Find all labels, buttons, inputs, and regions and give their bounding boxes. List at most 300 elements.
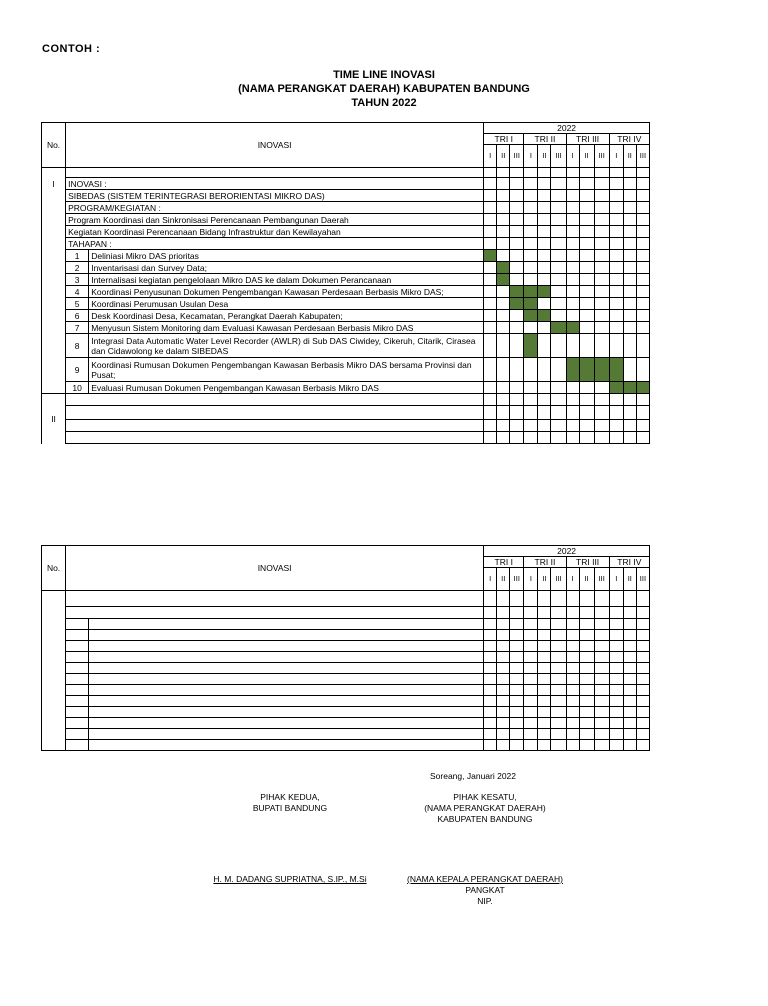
step-8-week-7 <box>566 334 579 358</box>
step-9-week-3 <box>510 358 524 382</box>
blank-8-week-11 <box>623 696 636 707</box>
blank-6-week-5 <box>538 674 551 685</box>
section2-4-week-7 <box>566 432 579 444</box>
header-week-10: I <box>609 145 623 168</box>
blank-3-week-8 <box>579 641 594 652</box>
step-2-week-11 <box>623 262 636 274</box>
section2-1-week-5 <box>538 394 551 406</box>
blank-1-week-5 <box>538 619 551 630</box>
blank-4-week-12 <box>636 652 649 663</box>
program-label-week-5 <box>538 202 551 214</box>
step-row <box>42 382 650 394</box>
blank-sub-text <box>89 718 484 729</box>
blank-sub-no <box>66 674 89 685</box>
contoh-label: CONTOH : <box>42 43 101 55</box>
doc-subtitle: (NAMA PERANGKAT DAERAH) KABUPATEN BANDUNG <box>238 83 530 95</box>
blank-3-week-2 <box>497 641 510 652</box>
header-week-6: III <box>551 568 566 591</box>
program-item-2-week-4 <box>524 226 538 238</box>
blank-sub-text <box>89 619 484 630</box>
blank-3-week-6 <box>551 641 566 652</box>
section2-2-week-11 <box>623 406 636 420</box>
step-5-week-3-active <box>510 298 524 310</box>
program-item-2-week-7 <box>566 226 579 238</box>
blank-6-week-6 <box>551 674 566 685</box>
blank-4-week-5 <box>538 652 551 663</box>
blank-sub-text <box>89 641 484 652</box>
blank-9-week-8 <box>579 707 594 718</box>
blank-2-week-2 <box>497 630 510 641</box>
step-row <box>42 298 650 310</box>
section-2-row <box>66 432 484 444</box>
blank-6-week-10 <box>609 674 623 685</box>
step-2-week-7 <box>566 262 579 274</box>
left-signatory-office: BUPATI BANDUNG <box>252 803 328 813</box>
tahapan-label-week-9 <box>594 238 609 250</box>
section2-1-week-1 <box>484 394 497 406</box>
blank-2-week-11 <box>623 630 636 641</box>
step-1-week-10 <box>609 250 623 262</box>
step-10-week-10-active <box>609 382 623 394</box>
step-3-week-7 <box>566 274 579 286</box>
step-5-week-10 <box>609 298 623 310</box>
header-week-7: I <box>566 568 579 591</box>
program-item-1-week-4 <box>524 214 538 226</box>
blank-2-week-9 <box>594 630 609 641</box>
blank-9-week-10 <box>609 707 623 718</box>
step-6-week-5-active <box>538 310 551 322</box>
right-signatory-region: KABUPATEN BANDUNG <box>437 814 533 824</box>
step-4-week-8 <box>579 286 594 298</box>
step-10-week-6 <box>551 382 566 394</box>
blank-10-week-3 <box>510 718 524 729</box>
header-week-8: II <box>579 145 594 168</box>
blank-5-week-12 <box>636 663 649 674</box>
step-10-week-11-active <box>623 382 636 394</box>
program-label-week-9 <box>594 202 609 214</box>
blank-7-week-7 <box>566 685 579 696</box>
blank-5-week-11 <box>623 663 636 674</box>
section-2-row <box>66 394 484 406</box>
step-8-week-9 <box>594 334 609 358</box>
section2-1-week-12 <box>636 394 649 406</box>
blank-5-week-8 <box>579 663 594 674</box>
blank-4-week-9 <box>594 652 609 663</box>
step-row <box>42 250 650 262</box>
step-2-week-8 <box>579 262 594 274</box>
step-text: Deliniasi Mikro DAS prioritas <box>89 250 484 262</box>
header-inovasi: INOVASI <box>66 123 484 168</box>
step-text: Desk Koordinasi Desa, Kecamatan, Perangkat Daerah Kabupaten; <box>89 310 484 322</box>
inovasi-label-week-6 <box>551 178 566 190</box>
section2-2-week-7 <box>566 406 579 420</box>
section2-3-week-5 <box>538 420 551 432</box>
step-9-week-12 <box>636 358 649 382</box>
blank-7-week-2 <box>497 685 510 696</box>
inovasi-name-week-12 <box>636 190 649 202</box>
blank-2-week-1 <box>484 630 497 641</box>
step-7-week-4 <box>524 322 538 334</box>
step-3-week-1 <box>484 274 497 286</box>
blank-a-week-2 <box>497 591 510 607</box>
blank-12-week-5 <box>538 740 551 751</box>
step-9-week-11 <box>623 358 636 382</box>
blank-6-week-12 <box>636 674 649 685</box>
program-label-week-12 <box>636 202 649 214</box>
blank-b-week-10 <box>609 607 623 619</box>
blank-sub-text <box>89 729 484 740</box>
step-8-week-12 <box>636 334 649 358</box>
step-1-week-8 <box>579 250 594 262</box>
blank-3-week-7 <box>566 641 579 652</box>
blank-sub-text <box>89 707 484 718</box>
step-8-week-1 <box>484 334 497 358</box>
blank-12-week-4 <box>524 740 538 751</box>
right-signatory-office: (NAMA PERANGKAT DAERAH) <box>424 803 546 813</box>
blank-10-week-12 <box>636 718 649 729</box>
program-item-1-week-10 <box>609 214 623 226</box>
step-no: 5 <box>66 298 89 310</box>
header-week-3: III <box>510 145 524 168</box>
blank-7-week-4 <box>524 685 538 696</box>
blank-11-week-10 <box>609 729 623 740</box>
blank-5-week-7 <box>566 663 579 674</box>
left-signatory-block <box>210 792 370 814</box>
program-label-week-2 <box>497 202 510 214</box>
program-item-1-week-5 <box>538 214 551 226</box>
header-week-7: I <box>566 145 579 168</box>
blank-row <box>66 591 484 607</box>
blank-6-week-2 <box>497 674 510 685</box>
spacer-week-8 <box>579 168 594 178</box>
blank-11-week-5 <box>538 729 551 740</box>
step-no: 9 <box>66 358 89 382</box>
blank-b-week-7 <box>566 607 579 619</box>
blank-sub-no <box>66 685 89 696</box>
blank-10-week-8 <box>579 718 594 729</box>
blank-4-week-6 <box>551 652 566 663</box>
section2-1-week-11 <box>623 394 636 406</box>
program-label-week-3 <box>510 202 524 214</box>
place-date: Soreang, Januari 2022 <box>430 771 517 781</box>
blank-8-week-9 <box>594 696 609 707</box>
tahapan-label-week-3 <box>510 238 524 250</box>
step-text: Integrasi Data Automatic Water Level Recorder (AWLR) di Sub DAS Ciwidey, Cikeruh, Citarik, Cirasea dan Cidawolong ke dalam SIBEDAS <box>89 334 484 358</box>
blank-8-week-4 <box>524 696 538 707</box>
blank-sub-text <box>89 696 484 707</box>
step-4-week-6 <box>551 286 566 298</box>
blank-11-week-9 <box>594 729 609 740</box>
inovasi-label-week-3 <box>510 178 524 190</box>
spacer-week-6 <box>551 168 566 178</box>
inovasi-label-week-9 <box>594 178 609 190</box>
inovasi-label-week-2 <box>497 178 510 190</box>
section2-1-week-8 <box>579 394 594 406</box>
section2-3-week-9 <box>594 420 609 432</box>
step-text: Internalisasi kegiatan pengelolaan Mikro DAS ke dalam Dokumen Perancanaan <box>89 274 484 286</box>
step-6-week-2 <box>497 310 510 322</box>
section2-3-week-10 <box>609 420 623 432</box>
program-item-2-week-12 <box>636 226 649 238</box>
section2-2-week-12 <box>636 406 649 420</box>
step-4-week-12 <box>636 286 649 298</box>
step-5-week-11 <box>623 298 636 310</box>
step-no: 3 <box>66 274 89 286</box>
section2-2-week-5 <box>538 406 551 420</box>
step-10-week-8 <box>579 382 594 394</box>
inovasi-name-week-9 <box>594 190 609 202</box>
step-6-week-6 <box>551 310 566 322</box>
inovasi-label-week-10 <box>609 178 623 190</box>
step-3-week-9 <box>594 274 609 286</box>
header-week-3: III <box>510 568 524 591</box>
right-signatory-block <box>405 792 565 825</box>
step-8-week-3 <box>510 334 524 358</box>
blank-2-week-12 <box>636 630 649 641</box>
right-signatory-title: PIHAK KESATU, <box>453 792 517 802</box>
header-tri-1: TRI I <box>484 134 524 145</box>
blank-11-week-7 <box>566 729 579 740</box>
blank-4-week-10 <box>609 652 623 663</box>
blank-11-week-6 <box>551 729 566 740</box>
left-signatory-name: H. M. DADANG SUPRIATNA, S.IP., M.Si <box>213 874 367 884</box>
blank-11-week-3 <box>510 729 524 740</box>
step-2-week-2-active <box>497 262 510 274</box>
tahapan-label-week-6 <box>551 238 566 250</box>
blank-4-week-2 <box>497 652 510 663</box>
header-week-5: II <box>538 568 551 591</box>
section2-2-week-3 <box>510 406 524 420</box>
step-1-week-6 <box>551 250 566 262</box>
blank-b-week-1 <box>484 607 497 619</box>
header-tri-1: TRI I <box>484 557 524 568</box>
step-4-week-7 <box>566 286 579 298</box>
blank-b-week-8 <box>579 607 594 619</box>
step-10-week-5 <box>538 382 551 394</box>
section2-3-week-2 <box>497 420 510 432</box>
tahapan-label-week-11 <box>623 238 636 250</box>
step-text: Koordinasi Penyusunan Dokumen Pengembangan Kawasan Perdesaan Berbasis Mikro DAS; <box>89 286 484 298</box>
section2-3-week-8 <box>579 420 594 432</box>
step-6-week-10 <box>609 310 623 322</box>
spacer-week-2 <box>497 168 510 178</box>
step-8-week-6 <box>551 334 566 358</box>
inovasi-label-week-12 <box>636 178 649 190</box>
blank-b-week-11 <box>623 607 636 619</box>
blank-7-week-8 <box>579 685 594 696</box>
step-text: Menyusun Sistem Monitoring dam Evaluasi Kawasan Perdesaan Berbasis Mikro DAS <box>89 322 484 334</box>
step-no: 7 <box>66 322 89 334</box>
blank-4-week-7 <box>566 652 579 663</box>
blank-sub-no <box>66 729 89 740</box>
program-label-week-7 <box>566 202 579 214</box>
step-text: Koordinasi Perumusan Usulan Desa <box>89 298 484 310</box>
section2-2-week-4 <box>524 406 538 420</box>
blank-11-week-1 <box>484 729 497 740</box>
step-1-week-4 <box>524 250 538 262</box>
section2-3-week-12 <box>636 420 649 432</box>
tahapan-label-week-8 <box>579 238 594 250</box>
program-item-2-week-5 <box>538 226 551 238</box>
step-5-week-2 <box>497 298 510 310</box>
step-5-week-12 <box>636 298 649 310</box>
blank-7-week-5 <box>538 685 551 696</box>
step-8-week-10 <box>609 334 623 358</box>
blank-12-week-8 <box>579 740 594 751</box>
step-3-week-2-active <box>497 274 510 286</box>
blank-5-week-1 <box>484 663 497 674</box>
inovasi-label-week-4 <box>524 178 538 190</box>
step-5-week-9 <box>594 298 609 310</box>
blank-sub-no <box>66 696 89 707</box>
step-2-week-6 <box>551 262 566 274</box>
section2-3-week-4 <box>524 420 538 432</box>
step-8-week-5 <box>538 334 551 358</box>
left-signatory-title: PIHAK KEDUA, <box>260 792 320 802</box>
blank-a-week-12 <box>636 591 649 607</box>
blank-2-week-4 <box>524 630 538 641</box>
step-6-week-7 <box>566 310 579 322</box>
tahapan-label-week-1 <box>484 238 497 250</box>
blank-8-week-10 <box>609 696 623 707</box>
blank-5-week-9 <box>594 663 609 674</box>
section2-1-week-2 <box>497 394 510 406</box>
header-week-8: II <box>579 568 594 591</box>
header-week-9: III <box>594 145 609 168</box>
section2-2-week-6 <box>551 406 566 420</box>
blank-6-week-3 <box>510 674 524 685</box>
blank-11-week-12 <box>636 729 649 740</box>
blank-row <box>66 607 484 619</box>
blank-1-week-3 <box>510 619 524 630</box>
blank-sub-no <box>66 663 89 674</box>
blank-sub-text <box>89 740 484 751</box>
section2-4-week-10 <box>609 432 623 444</box>
inovasi-name: SIBEDAS (SISTEM TERINTEGRASI BERORIENTASI MIKRO DAS) <box>66 190 484 202</box>
step-3-week-10 <box>609 274 623 286</box>
section2-4-week-8 <box>579 432 594 444</box>
step-1-week-12 <box>636 250 649 262</box>
section2-3-week-1 <box>484 420 497 432</box>
blank-b-week-5 <box>538 607 551 619</box>
step-5-week-8 <box>579 298 594 310</box>
section2-3-week-7 <box>566 420 579 432</box>
step-4-week-3-active <box>510 286 524 298</box>
header-tri-4: TRI IV <box>609 557 649 568</box>
section2-2-week-1 <box>484 406 497 420</box>
section-no-1: I <box>42 178 66 394</box>
section2-4-week-11 <box>623 432 636 444</box>
inovasi-name-week-5 <box>538 190 551 202</box>
header-tri-3: TRI III <box>566 557 609 568</box>
step-6-week-3 <box>510 310 524 322</box>
section2-1-week-3 <box>510 394 524 406</box>
blank-1-week-1 <box>484 619 497 630</box>
blank-sub-no <box>66 630 89 641</box>
spacer-week-5 <box>538 168 551 178</box>
blank-2-week-3 <box>510 630 524 641</box>
step-2-week-3 <box>510 262 524 274</box>
blank-12-week-2 <box>497 740 510 751</box>
blank-8-week-8 <box>579 696 594 707</box>
header-year: 2022 <box>484 123 650 134</box>
blank-7-week-12 <box>636 685 649 696</box>
blank-b-week-9 <box>594 607 609 619</box>
step-8-week-4-active <box>524 334 538 358</box>
step-4-week-11 <box>623 286 636 298</box>
step-10-week-12-active <box>636 382 649 394</box>
section2-1-week-4 <box>524 394 538 406</box>
blank-2-week-10 <box>609 630 623 641</box>
step-4-week-1 <box>484 286 497 298</box>
blank-5-week-3 <box>510 663 524 674</box>
blank-8-week-6 <box>551 696 566 707</box>
blank-sub-no <box>66 707 89 718</box>
blank-1-week-10 <box>609 619 623 630</box>
blank-9-week-12 <box>636 707 649 718</box>
header-week-6: III <box>551 145 566 168</box>
blank-3-week-1 <box>484 641 497 652</box>
section2-1-week-6 <box>551 394 566 406</box>
timeline-table-1 <box>41 122 650 444</box>
blank-7-week-6 <box>551 685 566 696</box>
section2-4-week-4 <box>524 432 538 444</box>
blank-3-week-12 <box>636 641 649 652</box>
blank-5-week-5 <box>538 663 551 674</box>
step-9-week-9-active <box>594 358 609 382</box>
program-item-1-week-11 <box>623 214 636 226</box>
step-7-week-11 <box>623 322 636 334</box>
step-5-week-4-active <box>524 298 538 310</box>
header-week-11: II <box>623 145 636 168</box>
blank-9-week-6 <box>551 707 566 718</box>
header-tri-3: TRI III <box>566 134 609 145</box>
blank-6-week-8 <box>579 674 594 685</box>
step-1-week-2 <box>497 250 510 262</box>
blank-9-week-9 <box>594 707 609 718</box>
step-8-week-2 <box>497 334 510 358</box>
step-10-week-9 <box>594 382 609 394</box>
blank-10-week-2 <box>497 718 510 729</box>
blank-5-week-2 <box>497 663 510 674</box>
blank-b-week-6 <box>551 607 566 619</box>
program-label: PROGRAM/KEGIATAN : <box>66 202 484 214</box>
step-6-week-12 <box>636 310 649 322</box>
header-week-2: II <box>497 145 510 168</box>
step-4-week-5-active <box>538 286 551 298</box>
inovasi-label-week-7 <box>566 178 579 190</box>
blank-11-week-11 <box>623 729 636 740</box>
header-week-5: II <box>538 145 551 168</box>
section-2-row <box>66 420 484 432</box>
program-label-week-11 <box>623 202 636 214</box>
blank-9-week-2 <box>497 707 510 718</box>
step-9-week-10-active <box>609 358 623 382</box>
program-item-2-week-2 <box>497 226 510 238</box>
blank-12-week-10 <box>609 740 623 751</box>
inovasi-name-week-1 <box>484 190 497 202</box>
blank-12-week-7 <box>566 740 579 751</box>
step-text: Koordinasi Rumusan Dokumen Pengembangan Kawasan Berbasis Mikro DAS bersama Provinsi dan Pusat; <box>89 358 484 382</box>
step-row <box>42 358 650 382</box>
right-signatory-block-2 <box>385 874 585 907</box>
step-5-week-1 <box>484 298 497 310</box>
section2-2-week-2 <box>497 406 510 420</box>
blank-10-week-4 <box>524 718 538 729</box>
blank-sub-text <box>89 652 484 663</box>
step-2-week-1 <box>484 262 497 274</box>
blank-2-week-5 <box>538 630 551 641</box>
